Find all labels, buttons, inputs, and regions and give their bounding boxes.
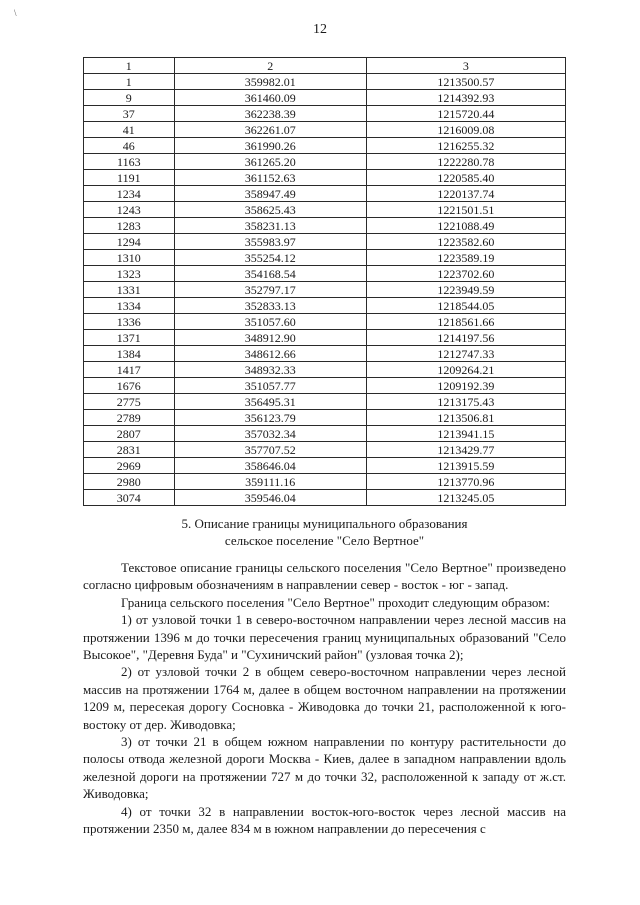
table-row bbox=[84, 474, 566, 490]
coordinates-table bbox=[83, 57, 566, 506]
y-coordinate-cell: 1223589.19 bbox=[366, 250, 565, 266]
x-coordinate-cell: 357032.34 bbox=[174, 426, 366, 442]
point-number-cell: 1371 bbox=[84, 330, 175, 346]
point-number-cell: 1323 bbox=[84, 266, 175, 282]
x-coordinate-cell: 357707.52 bbox=[174, 442, 366, 458]
y-coordinate-cell: 1214392.93 bbox=[366, 90, 565, 106]
x-coordinate-cell: 352797.17 bbox=[174, 282, 366, 298]
y-coordinate-cell: 1215720.44 bbox=[366, 106, 565, 122]
table-row bbox=[84, 298, 566, 314]
point-number-cell: 46 bbox=[84, 138, 175, 154]
x-coordinate-cell: 361460.09 bbox=[174, 90, 366, 106]
point-number-cell: 3074 bbox=[84, 490, 175, 506]
table-row bbox=[84, 442, 566, 458]
table-row bbox=[84, 154, 566, 170]
table-row bbox=[84, 410, 566, 426]
y-coordinate-cell: 1212747.33 bbox=[366, 346, 565, 362]
point-number-cell: 1336 bbox=[84, 314, 175, 330]
point-number-cell: 1417 bbox=[84, 362, 175, 378]
point-number-cell: 2807 bbox=[84, 426, 175, 442]
y-coordinate-cell: 1220585.40 bbox=[366, 170, 565, 186]
y-coordinate-cell: 1213245.05 bbox=[366, 490, 565, 506]
point-number-cell: 2980 bbox=[84, 474, 175, 490]
x-coordinate-cell: 361265.20 bbox=[174, 154, 366, 170]
x-coordinate-cell: 355983.97 bbox=[174, 234, 366, 250]
table-row bbox=[84, 250, 566, 266]
point-number-cell: 1676 bbox=[84, 378, 175, 394]
paragraph: Граница сельского поселения "Село Вертное" проходит следующим образом: bbox=[121, 594, 550, 610]
paragraph: 1) от узловой точки 1 в северо-восточном направлении через лесной массив на протяжении 1396 м до точки пересечения границ муниципальных образований "Село Высокое", "Деревня Буда" и "Сухиничский район" (узловая точка 2); bbox=[83, 612, 566, 663]
y-coordinate-cell: 1220137.74 bbox=[366, 186, 565, 202]
table-row bbox=[84, 394, 566, 410]
x-coordinate-cell: 348912.90 bbox=[174, 330, 366, 346]
point-number-cell: 1234 bbox=[84, 186, 175, 202]
point-number-cell: 1191 bbox=[84, 170, 175, 186]
table-row bbox=[84, 138, 566, 154]
x-coordinate-cell: 348612.66 bbox=[174, 346, 366, 362]
y-coordinate-cell: 1213429.77 bbox=[366, 442, 565, 458]
x-coordinate-cell: 359546.04 bbox=[174, 490, 366, 506]
point-number-cell: 37 bbox=[84, 106, 175, 122]
table-row bbox=[84, 458, 566, 474]
point-number-cell: 1334 bbox=[84, 298, 175, 314]
y-coordinate-cell: 1223702.60 bbox=[366, 266, 565, 282]
table-row bbox=[84, 266, 566, 282]
x-coordinate-cell: 362261.07 bbox=[174, 122, 366, 138]
table-row bbox=[84, 346, 566, 362]
y-coordinate-cell: 1213941.15 bbox=[366, 426, 565, 442]
point-number-cell: 1 bbox=[84, 74, 175, 90]
column-header: 3 bbox=[366, 58, 565, 74]
y-coordinate-cell: 1218561.66 bbox=[366, 314, 565, 330]
point-number-cell: 1310 bbox=[84, 250, 175, 266]
x-coordinate-cell: 359982.01 bbox=[174, 74, 366, 90]
y-coordinate-cell: 1213770.96 bbox=[366, 474, 565, 490]
page-number: 12 bbox=[313, 22, 327, 37]
y-coordinate-cell: 1209264.21 bbox=[366, 362, 565, 378]
table-row bbox=[84, 330, 566, 346]
point-number-cell: 2775 bbox=[84, 394, 175, 410]
y-coordinate-cell: 1214197.56 bbox=[366, 330, 565, 346]
table-row bbox=[84, 282, 566, 298]
paragraph: 4) от точки 32 в направлении восток-юго-восток через лесной массив на протяжении 2350 м, далее 834 м в южном направлении до пересечения с bbox=[83, 803, 566, 837]
y-coordinate-cell: 1216255.32 bbox=[366, 138, 565, 154]
section-heading-line: сельское поселение "Село Вертное" bbox=[224, 533, 425, 548]
y-coordinate-cell: 1222280.78 bbox=[366, 154, 565, 170]
point-number-cell: 1294 bbox=[84, 234, 175, 250]
column-header: 1 bbox=[84, 58, 175, 74]
point-number-cell: 1331 bbox=[84, 282, 175, 298]
corner-mark: \ bbox=[14, 8, 17, 18]
x-coordinate-cell: 351057.77 bbox=[174, 378, 366, 394]
table-row bbox=[84, 426, 566, 442]
x-coordinate-cell: 348932.33 bbox=[174, 362, 366, 378]
table-row bbox=[84, 362, 566, 378]
x-coordinate-cell: 355254.12 bbox=[174, 250, 366, 266]
paragraph: Текстовое описание границы сельского поселения "Село Вертное" произведено согласно цифровым обозначениям в направлении север - восток - юг - запад. bbox=[83, 560, 566, 593]
x-coordinate-cell: 354168.54 bbox=[174, 266, 366, 282]
table-row bbox=[84, 314, 566, 330]
table-row bbox=[84, 74, 566, 90]
x-coordinate-cell: 361152.63 bbox=[174, 170, 366, 186]
boundary-description bbox=[83, 559, 566, 838]
table-row bbox=[84, 202, 566, 218]
y-coordinate-cell: 1223582.60 bbox=[366, 234, 565, 250]
column-header: 2 bbox=[174, 58, 366, 74]
x-coordinate-cell: 352833.13 bbox=[174, 298, 366, 314]
table-row bbox=[84, 234, 566, 250]
y-coordinate-cell: 1218544.05 bbox=[366, 298, 565, 314]
table-row bbox=[84, 122, 566, 138]
y-coordinate-cell: 1216009.08 bbox=[366, 122, 565, 138]
x-coordinate-cell: 356123.79 bbox=[174, 410, 366, 426]
table-row bbox=[84, 378, 566, 394]
y-coordinate-cell: 1213506.81 bbox=[366, 410, 565, 426]
y-coordinate-cell: 1221501.51 bbox=[366, 202, 565, 218]
y-coordinate-cell: 1223949.59 bbox=[366, 282, 565, 298]
section-heading-line: 5. Описание границы муниципального образования bbox=[181, 516, 468, 531]
table-row bbox=[84, 170, 566, 186]
section-heading bbox=[83, 515, 566, 549]
x-coordinate-cell: 362238.39 bbox=[174, 106, 366, 122]
point-number-cell: 2969 bbox=[84, 458, 175, 474]
y-coordinate-cell: 1213175.43 bbox=[366, 394, 565, 410]
table-row bbox=[84, 186, 566, 202]
y-coordinate-cell: 1209192.39 bbox=[366, 378, 565, 394]
point-number-cell: 1163 bbox=[84, 154, 175, 170]
point-number-cell: 2831 bbox=[84, 442, 175, 458]
point-number-cell: 41 bbox=[84, 122, 175, 138]
x-coordinate-cell: 358231.13 bbox=[174, 218, 366, 234]
y-coordinate-cell: 1221088.49 bbox=[366, 218, 565, 234]
point-number-cell: 1384 bbox=[84, 346, 175, 362]
x-coordinate-cell: 356495.31 bbox=[174, 394, 366, 410]
x-coordinate-cell: 359111.16 bbox=[174, 474, 366, 490]
table-row bbox=[84, 218, 566, 234]
point-number-cell: 9 bbox=[84, 90, 175, 106]
paragraph: 3) от точки 21 в общем южном направлении по контуру растительности до полосы отвода железной дороги Москва - Киев, далее в западном направлении вдоль железной дороги на протяжении 727 м до точки 32, расположенной к западу от ж.ст. Живодовка; bbox=[83, 734, 566, 802]
y-coordinate-cell: 1213500.57 bbox=[366, 74, 565, 90]
paragraph: 2) от узловой точки 2 в общем северо-восточном направлении через лесной массив на протяжении 1764 м, далее в общем восточном направлении на протяжении 1209 м, пересекая дорогу Сосновка - Живодовка до точки 21, расположенной к юго-востоку от дер. Живодовка; bbox=[83, 664, 566, 732]
table-row bbox=[84, 106, 566, 122]
table-row bbox=[84, 490, 566, 506]
x-coordinate-cell: 358625.43 bbox=[174, 202, 366, 218]
table-row bbox=[84, 90, 566, 106]
point-number-cell: 1283 bbox=[84, 218, 175, 234]
point-number-cell: 2789 bbox=[84, 410, 175, 426]
x-coordinate-cell: 358646.04 bbox=[174, 458, 366, 474]
table-header-row bbox=[84, 58, 566, 74]
x-coordinate-cell: 361990.26 bbox=[174, 138, 366, 154]
x-coordinate-cell: 358947.49 bbox=[174, 186, 366, 202]
point-number-cell: 1243 bbox=[84, 202, 175, 218]
x-coordinate-cell: 351057.60 bbox=[174, 314, 366, 330]
y-coordinate-cell: 1213915.59 bbox=[366, 458, 565, 474]
